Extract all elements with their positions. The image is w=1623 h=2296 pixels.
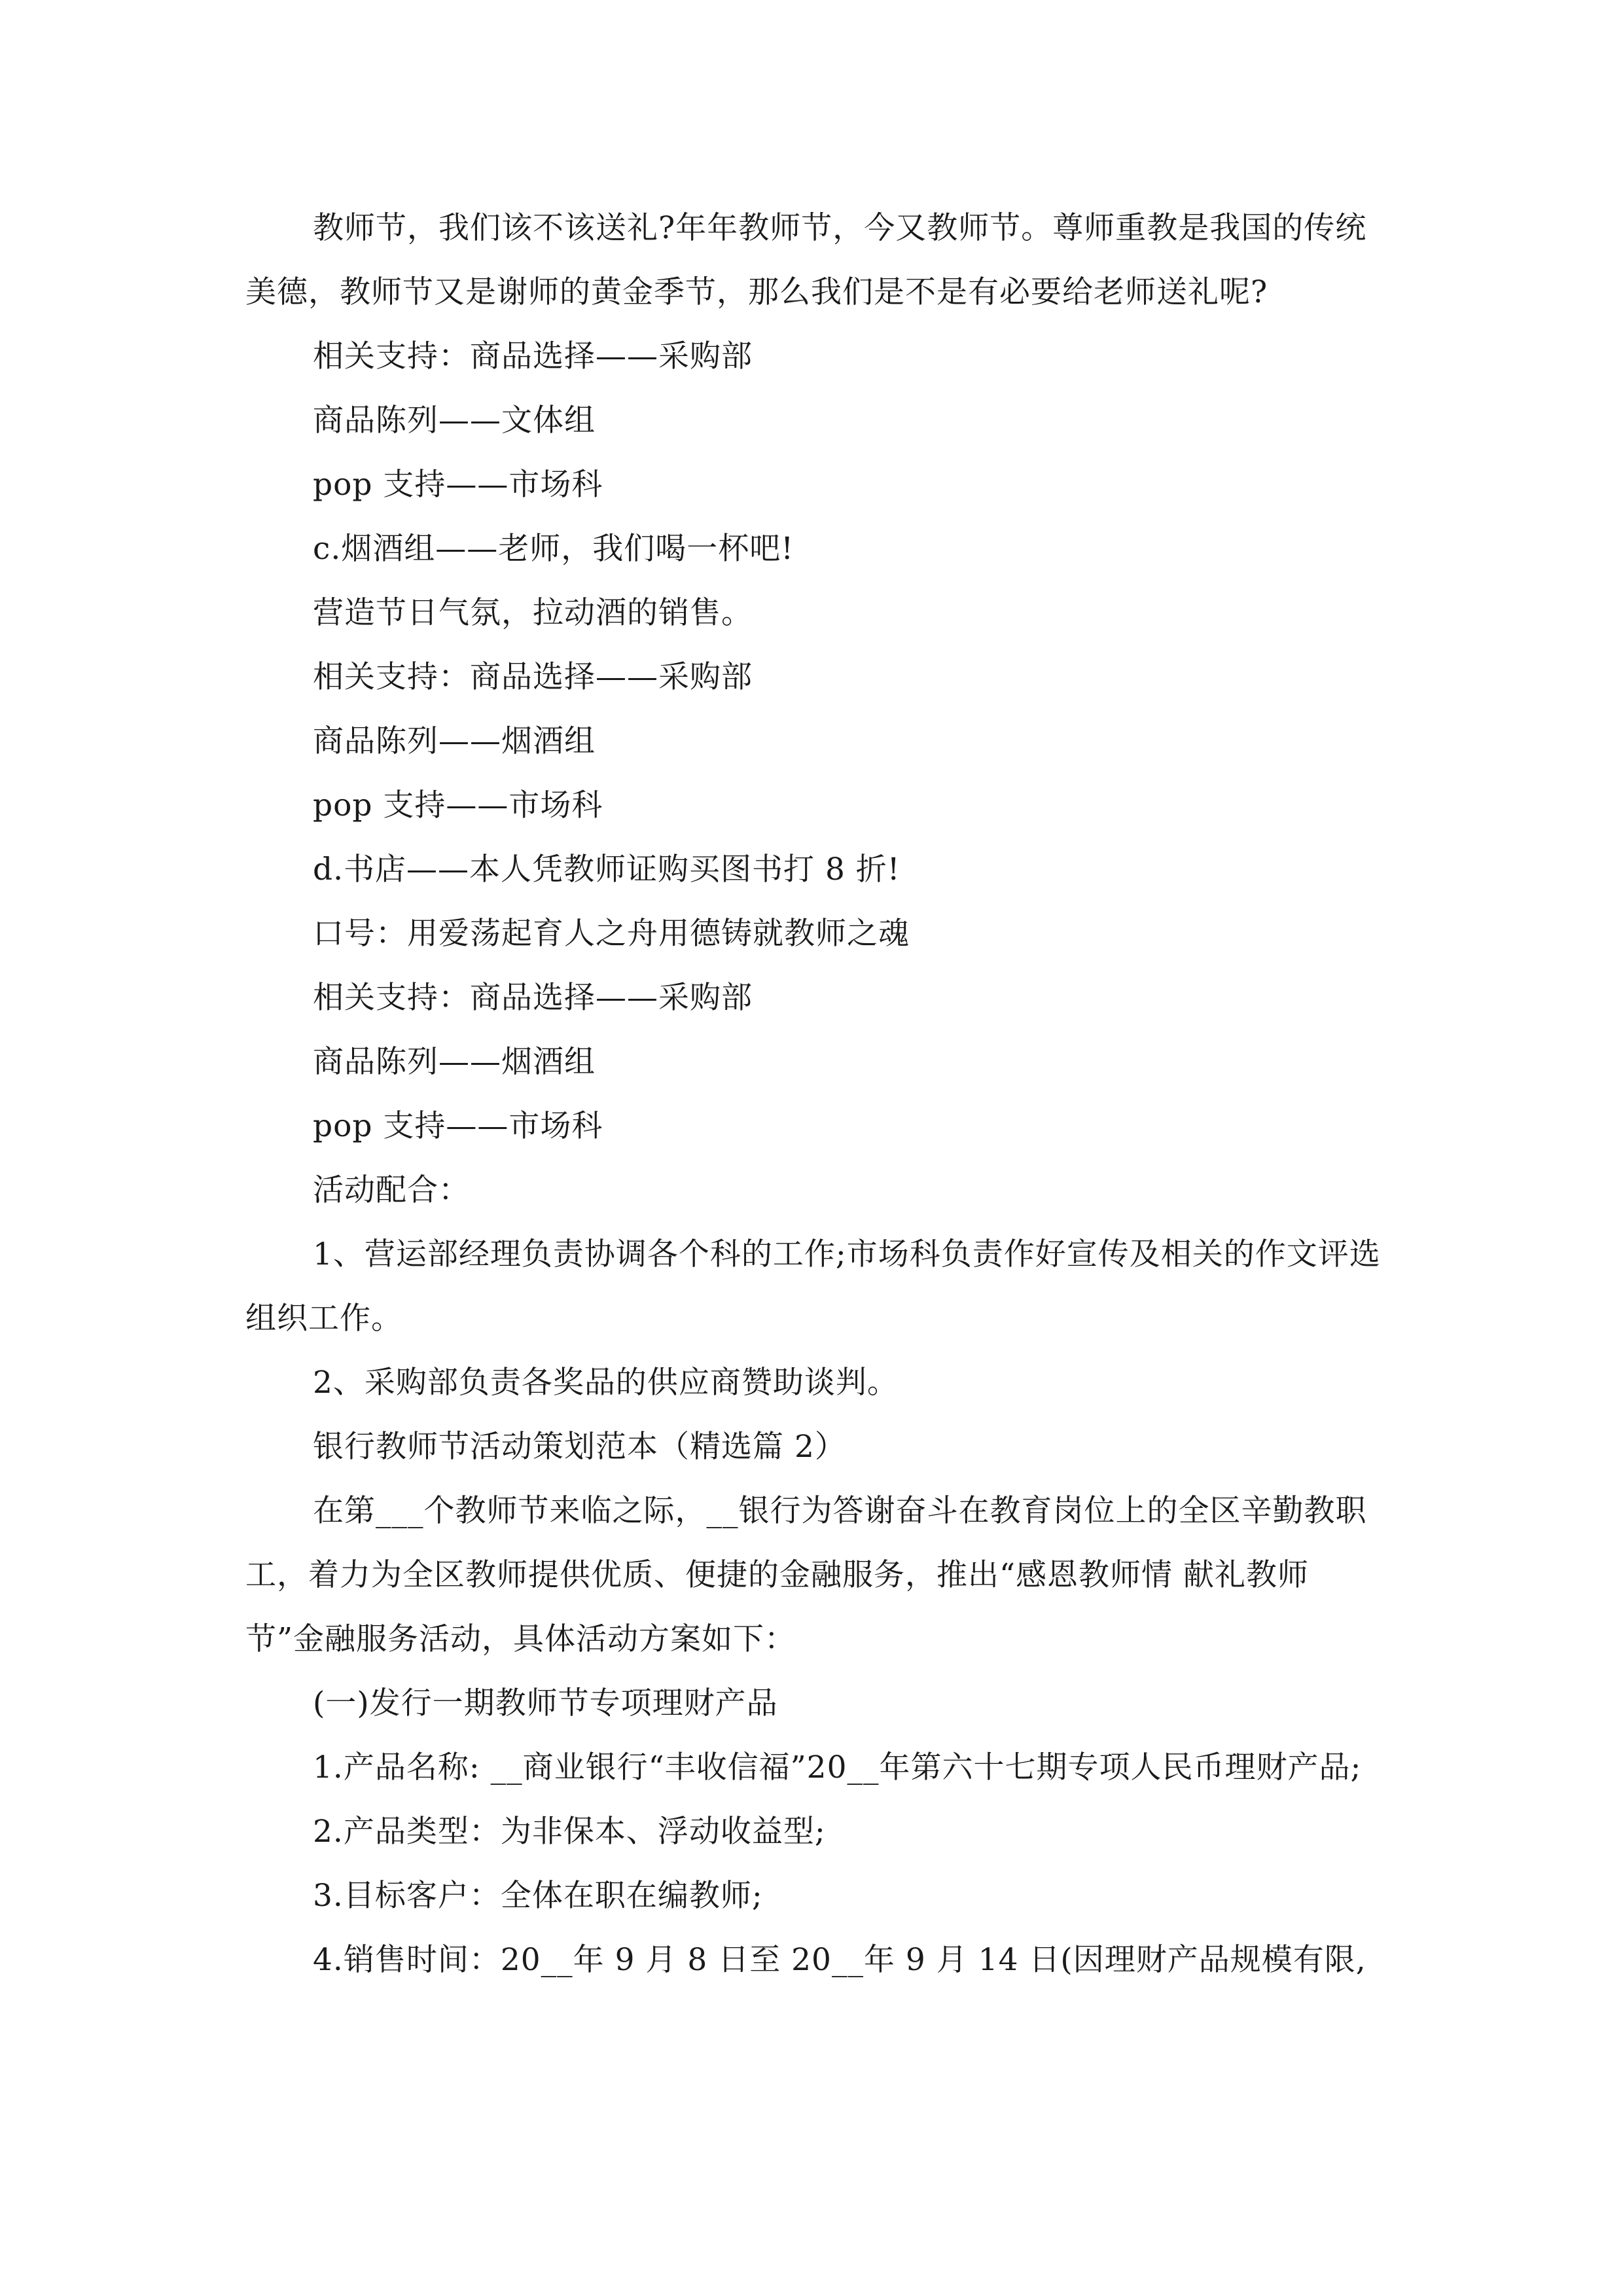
paragraph: pop 支持——市场科 — [313, 1108, 603, 1144]
paragraph: 1.产品名称: __商业银行“丰收信福”20__年第六十七期专项人民币理财产品; — [313, 1749, 1362, 1785]
paragraph: 口号：用爱荡起育人之舟用德铸就教师之魂 — [313, 916, 910, 952]
paragraph: pop 支持——市场科 — [313, 787, 603, 823]
paragraph: 商品陈列——烟酒组 — [313, 1044, 596, 1080]
paragraph: 相关支持：商品选择——采购部 — [313, 980, 753, 1016]
paragraph: 2、采购部负责各奖品的供应商赞助谈判。 — [313, 1365, 899, 1401]
paragraph: pop 支持——市场科 — [313, 467, 603, 503]
paragraph: c.烟酒组——老师，我们喝一杯吧! — [313, 531, 794, 567]
paragraph: 相关支持：商品选择——采购部 — [313, 338, 753, 374]
paragraph: d.书店——本人凭教师证购买图书打 8 折! — [313, 852, 901, 888]
paragraph: (一)发行一期教师节专项理财产品 — [313, 1685, 778, 1721]
paragraph: 2.产品类型：为非保本、浮动收益型; — [313, 1814, 826, 1850]
paragraph: 商品陈列——文体组 — [313, 403, 596, 439]
paragraph: 营造节日气氛，拉动酒的销售。 — [313, 595, 753, 631]
document-body — [245, 196, 1381, 1992]
paragraph: 1、营运部经理负责协调各个科的工作;市场科负责作好宣传及相关的作文评选组织工作。 — [245, 1236, 1381, 1336]
paragraph: 4.销售时间：20__年 9 月 8 日至 20__年 9 月 14 日(因理财产品规模有限, — [313, 1942, 1366, 1978]
paragraph: 教师节，我们该不该送礼?年年教师节，今又教师节。尊师重教是我国的传统美德，教师节又是谢师的黄金季节，那么我们是不是有必要给老师送礼呢? — [245, 210, 1367, 310]
paragraph: 商品陈列——烟酒组 — [313, 723, 596, 759]
paragraph: 活动配合： — [313, 1172, 470, 1208]
paragraph: 在第___个教师节来临之际，__银行为答谢奋斗在教育岗位上的全区辛勤教职工，着力为全区教师提供优质、便捷的金融服务，推出“感恩教师情 献礼教师节”金融服务活动，具体活动方案如下： — [245, 1493, 1367, 1657]
paragraph: 相关支持：商品选择——采购部 — [313, 659, 753, 695]
paragraph: 银行教师节活动策划范本（精选篇 2） — [313, 1429, 846, 1465]
paragraph: 3.目标客户：全体在职在编教师; — [313, 1878, 763, 1914]
